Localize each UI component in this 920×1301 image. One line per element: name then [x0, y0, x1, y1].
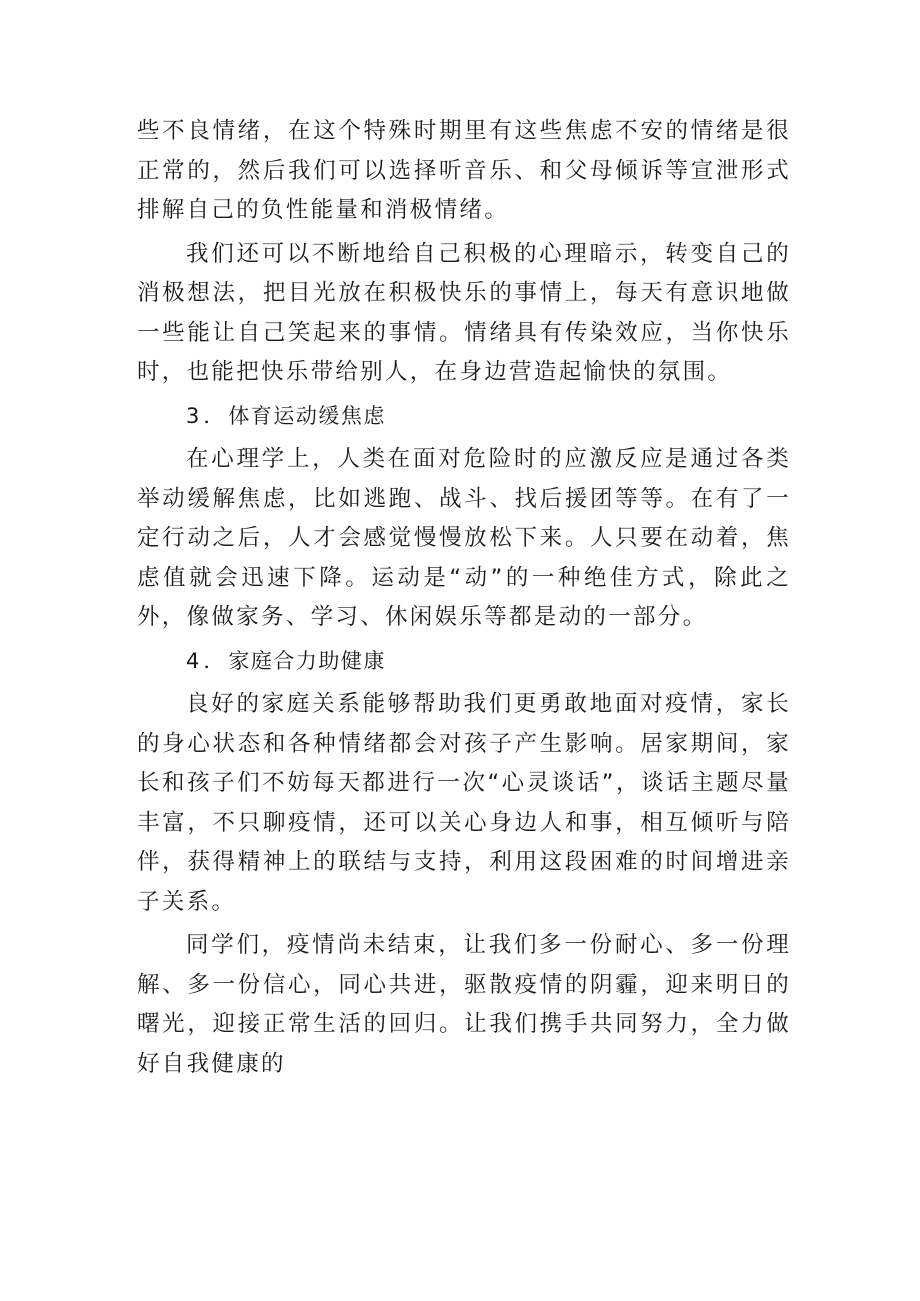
- section-title-4: 家庭合力助健康: [228, 648, 386, 673]
- section-title-3: 体育运动缓焦虑: [228, 403, 386, 428]
- section-number-3: 3．: [186, 403, 229, 428]
- section-heading-3: [137, 397, 791, 437]
- paragraph-positive-thinking: 我们还可以不断地给自己积极的心理暗示，转变自己的消极想法，把目光放在积极快乐的事情上，每天有意识地做一些能让自己笑起来的事情。情绪具有传染效应，当你快乐时，也能把快乐带给别人，在身边营造起愉快的氛围。: [137, 240, 791, 385]
- document-body: [137, 112, 791, 1088]
- section-heading-4: [137, 642, 791, 682]
- paragraph-continued: 些不良情绪，在这个特殊时期里有这些焦虑不安的情绪是很正常的，然后我们可以选择听音乐、和父母倾诉等宣泄形式排解自己的负性能量和消极情绪。: [137, 118, 791, 223]
- section-number-4: 4．: [186, 648, 229, 673]
- paragraph-family: 良好的家庭关系能够帮助我们更勇敢地面对疫情，家长的身心状态和各种情绪都会对孩子产生影响。居家期间，家长和孩子们不妨每天都进行一次“心灵谈话”，谈话主题尽量丰富，不只聊疫情，还可以关心身边人和事，相互倾听与陪伴，获得精神上的联结与支持，利用这段困难的时间增进亲子关系。: [137, 691, 791, 915]
- paragraph-exercise: 在心理学上，人类在面对危险时的应激反应是通过各类举动缓解焦虑，比如逃跑、战斗、找后援团等等。在有了一定行动之后，人才会感觉慢慢放松下来。人只要在动着，焦虑值就会迅速下降。运动是“动”的一种绝佳方式，除此之外，像做家务、学习、休闲娱乐等都是动的一部分。: [137, 446, 791, 630]
- paragraph-closing: 同学们，疫情尚未结束，让我们多一份耐心、多一份理解、多一份信心，同心共进，驱散疫情的阴霾，迎来明日的曙光，迎接正常生活的回归。让我们携手共同努力，全力做好自我健康的: [137, 932, 791, 1077]
